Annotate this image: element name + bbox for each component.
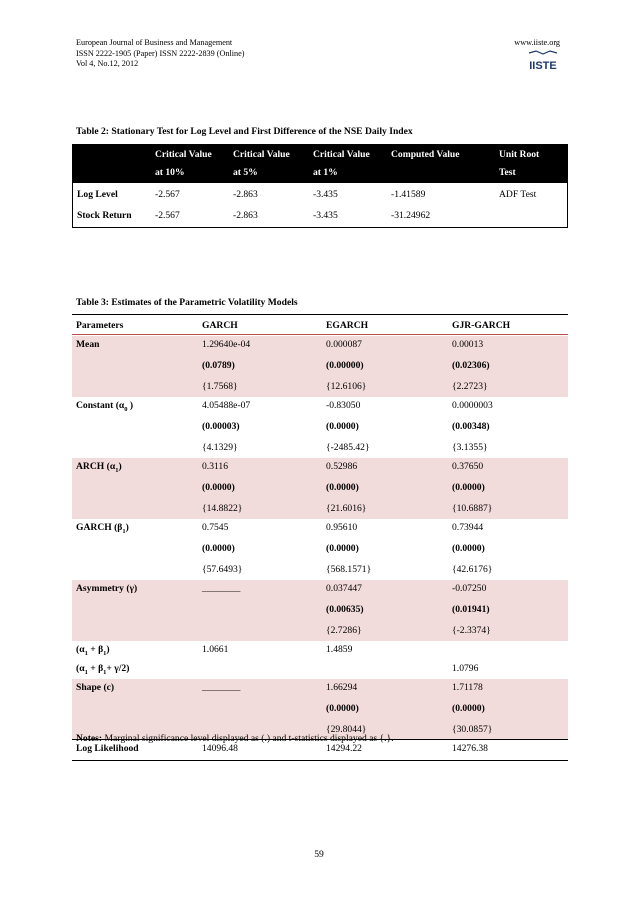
table3-column-header: GARCH — [202, 320, 238, 331]
table2-cell: -31.24962 — [391, 210, 431, 221]
table3-cell: (0.00635) — [326, 604, 364, 615]
table3-cell: {568.1571} — [326, 564, 372, 575]
table3-cell: {2.7286} — [326, 625, 362, 636]
table3-row-band — [72, 580, 568, 641]
table3-cell: 0.95610 — [326, 522, 358, 533]
table3-bottom-rule — [72, 760, 568, 761]
table3-cell: 14276.38 — [452, 743, 488, 754]
table2-cell: -2.567 — [155, 189, 180, 200]
notes-text: Marginal significance level displayed as (.) and t-statistics displayed as {.}. — [102, 733, 394, 744]
table2-cell: -3.435 — [313, 189, 338, 200]
table2-header-cell: Critical Value — [233, 149, 290, 160]
table3-cell: {21.6016} — [326, 503, 367, 514]
table3-cell: (0.0000) — [202, 482, 235, 493]
table2 — [72, 144, 568, 228]
table3-cell: {29.8044} — [326, 724, 367, 735]
table3-cell: 1.0661 — [202, 644, 229, 655]
table3-cell: 0.000087 — [326, 339, 362, 350]
table3-cell: -0.07250 — [452, 583, 487, 594]
table3-row-label: ARCH $(\alpha_1)$ — [76, 461, 122, 474]
journal-issn: ISSN 2222-1905 (Paper) ISSN 2222-2839 (Online) — [76, 48, 245, 58]
table3-cell: 4.05488e-07 — [202, 400, 251, 411]
table3-cell: {4.1329} — [202, 442, 238, 453]
table3-cell: (0.00000) — [326, 360, 364, 371]
table3-row-band — [72, 336, 568, 397]
table3-cell: {12.6106} — [326, 381, 367, 392]
table3-row-label: GARCH $(\beta_1)$ — [76, 522, 129, 535]
table3-cell: (0.0000) — [326, 482, 359, 493]
table3-cell: {30.0857} — [452, 724, 493, 735]
table3-cell: (0.0000) — [202, 543, 235, 554]
table3-cell: {14.8822} — [202, 503, 243, 514]
table3-top-rule — [72, 314, 568, 315]
table3-cell: {3.1355} — [452, 442, 488, 453]
table3-row-band — [72, 458, 568, 519]
table3-row-label: Log Likelihood — [76, 743, 139, 754]
table2-header-cell: Critical Value — [313, 149, 370, 160]
table3-cell: 0.73944 — [452, 522, 484, 533]
table3-cell: (0.01941) — [452, 604, 490, 615]
table3-cell: {-2.3374} — [452, 625, 491, 636]
page-number: 59 — [314, 849, 324, 860]
table3-cell: 1.71178 — [452, 682, 483, 693]
table3-row-label: Asymmetry (γ) — [76, 583, 138, 594]
journal-header — [76, 38, 245, 70]
table3-cell: 1.66294 — [326, 682, 358, 693]
table3-caption: Table 3: Estimates of the Parametric Volatility Models — [76, 297, 298, 308]
table3-cell: (0.0000) — [326, 421, 359, 432]
table3-cell: (0.02306) — [452, 360, 490, 371]
table3-cell: {1.7568} — [202, 381, 238, 392]
table2-header-cell: at 1% — [313, 167, 338, 178]
table2-header-cell: Test — [499, 167, 516, 178]
table3-cell: {57.6493} — [202, 564, 243, 575]
table2-row-label: Stock Return — [77, 210, 132, 221]
table3-cell: 0.00013 — [452, 339, 484, 350]
table3-row-band — [72, 679, 568, 740]
table2-header-band — [73, 145, 567, 183]
table2-header-cell: Unit Root — [499, 149, 540, 160]
table2-cell: -3.435 — [313, 210, 338, 221]
table2-header-cell: Computed Value — [391, 149, 460, 160]
table3-cell: (0.0000) — [326, 703, 359, 714]
table2-caption: Table 2: Stationary Test for Log Level and First Difference of the NSE Daily Index — [76, 126, 413, 137]
table3-cell: 1.4859 — [326, 644, 353, 655]
table3-cell: {42.6176} — [452, 564, 493, 575]
table3-column-header: Parameters — [76, 320, 124, 331]
table3-cell: (0.0789) — [202, 360, 235, 371]
table2-cell: -2.863 — [233, 210, 258, 221]
table3-cell: {10.6887} — [452, 503, 493, 514]
notes-label: Notes: — [76, 733, 103, 744]
table3-cell: 14294.22 — [326, 743, 362, 754]
table3-cell: (0.0000) — [452, 482, 485, 493]
table3-cell: 0.0000003 — [452, 400, 493, 411]
journal-volume: Vol 4, No.12, 2012 — [76, 59, 139, 68]
journal-name: European Journal of Business and Management — [76, 38, 233, 47]
table3-cell: 0.037447 — [326, 583, 362, 594]
table2-header-cell: Critical Value — [155, 149, 212, 160]
table3-cell: 14096.48 — [202, 743, 238, 754]
table2-cell: -1.41589 — [391, 189, 426, 200]
table2-cell: -2.863 — [233, 189, 258, 200]
table3-cell: 1.29640e-04 — [202, 339, 251, 350]
table3-cell: ________ — [202, 682, 241, 693]
table3-cell: 0.3116 — [202, 461, 229, 472]
table3-cell: (0.0000) — [452, 703, 485, 714]
table3-cell: 0.7545 — [202, 522, 229, 533]
table3-cell: {2.2723} — [452, 381, 488, 392]
table3-row-label: $(\alpha_1 + \beta_1+ \gamma/2)$ — [76, 663, 130, 676]
table2-row-label: Log Level — [77, 189, 118, 200]
table3-row-label: $(\alpha_1 + \beta_1)$ — [76, 644, 110, 657]
table3-cell: ________ — [202, 583, 241, 594]
table3-row-label: Mean — [76, 339, 100, 350]
journal-website: www.iiste.org — [514, 38, 560, 47]
table3-notes — [76, 733, 394, 744]
logo-text: IISTE — [529, 60, 557, 72]
table3-row-label: Shape (c) — [76, 682, 115, 693]
table3-cell: {-2485.42} — [326, 442, 370, 453]
table3-cell: (0.00003) — [202, 421, 240, 432]
table2-cell: -2.567 — [155, 210, 180, 221]
iiste-logo-icon — [526, 50, 560, 72]
table3-row-label: Constant ($\alpha_0$ ) — [76, 400, 134, 413]
table3-column-header: EGARCH — [326, 320, 369, 331]
table2-header-cell: at 5% — [233, 167, 258, 178]
table2-header-cell: at 10% — [155, 167, 185, 178]
table3-cell: 1.0796 — [452, 663, 479, 674]
table3-cell: -0.83050 — [326, 400, 361, 411]
table3-cell: (0.0000) — [326, 543, 359, 554]
table2-cell: ADF Test — [499, 189, 537, 200]
table3-cell: 0.37650 — [452, 461, 484, 472]
table3-cell: (0.00348) — [452, 421, 490, 432]
table3-cell: 0.52986 — [326, 461, 358, 472]
table3-cell: (0.0000) — [452, 543, 485, 554]
table3-column-header: GJR-GARCH — [452, 320, 511, 331]
